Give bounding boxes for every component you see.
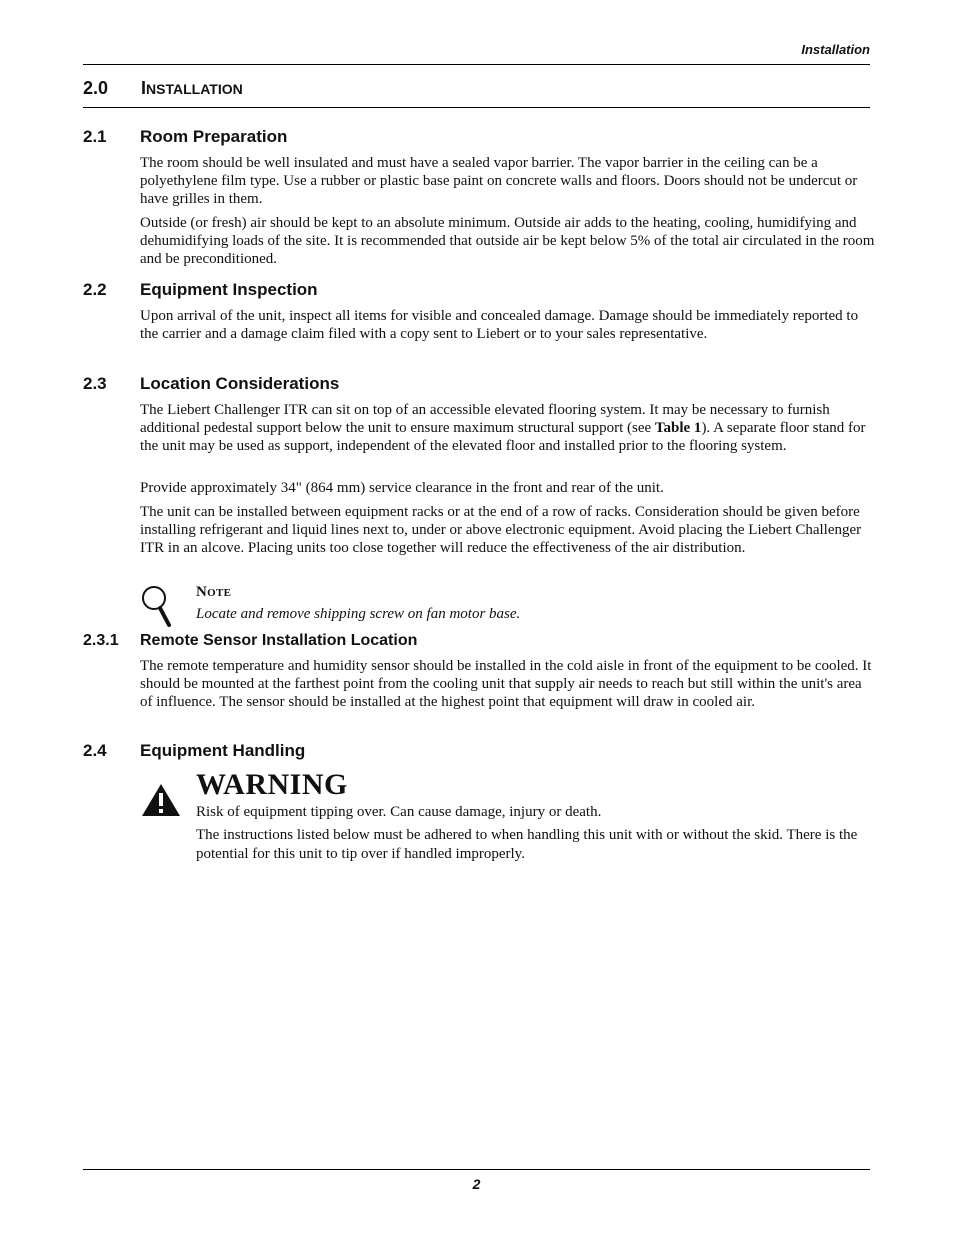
- section-heading-2-3-1: [83, 632, 417, 650]
- section-number: 2.1: [83, 127, 107, 146]
- section-title: Room Preparation: [140, 127, 288, 146]
- section-title: Location Considerations: [140, 374, 340, 393]
- section-title: Equipment Handling: [140, 741, 306, 760]
- magnifier-icon: [140, 585, 174, 627]
- running-header-title: Installation: [801, 42, 870, 57]
- note-text: Locate and remove shipping screw on fan motor base.: [196, 606, 521, 622]
- paragraph-equipment-inspection: Upon arrival of the unit, inspect all items for visible and concealed damage. Damage should be immediately reported to the carrier and a damage claim filed with a copy sent to Liebert or to your sales representative.: [140, 308, 859, 342]
- paragraph-text: The Liebert Challenger ITR can sit on top of an accessible elevated flooring system. It may be necessary to furnish additional pedestal support below the unit to ensure maximum structural support (see: [140, 402, 830, 436]
- section-heading-2-3: [83, 374, 339, 394]
- chapter-title-initial: I: [141, 78, 147, 98]
- paragraph-remote-sensor: The remote temperature and humidity sensor should be installed in the cold aisle in front of the equipment to be cooled. It should be mounted at the farthest point from the cooling unit that supply air needs to reach but still within the unit's area of influence. The sensor should be installed at the highest point that equipment will draw in cooled air.: [140, 658, 872, 710]
- warning-triangle-icon: [140, 782, 182, 818]
- note-label: Note: [196, 584, 232, 600]
- section-number: 2.4: [83, 741, 107, 760]
- section-title: Equipment Inspection: [140, 280, 318, 299]
- page-number: 2: [472, 1176, 481, 1192]
- section-heading-2-4: [83, 741, 305, 761]
- paragraph-location-2: Provide approximately 34" (864 mm) service clearance in the front and rear of the unit.: [140, 480, 664, 496]
- warning-title: WARNING: [196, 768, 348, 801]
- chapter-number: 2.0: [83, 78, 109, 98]
- section-number: 2.3.1: [83, 632, 119, 649]
- paragraph-location-3: The unit can be installed between equipment racks or at the end of a row of racks. Consideration should be given before installing refrigerant and liquid lines next to, under or above electronic equipment. Avoid placing the Liebert Challenger ITR in an alcove. Placing units too close together will reduce the effectiveness of the air distribution.: [140, 504, 862, 556]
- section-heading-2-2: [83, 280, 318, 300]
- paragraph-room-preparation-2: Outside (or fresh) air should be kept to an absolute minimum. Outside air adds to the heating, cooling, humidifying and dehumidifying loads of the site. It is recommended that outside air be kept below 5% of the total air circulated in the room and be preconditioned.: [140, 215, 875, 267]
- paragraph-room-preparation-1: The room should be well insulated and must have a sealed vapor barrier. The vapor barrier in the ceiling can be a polyethylene film type. Use a rubber or plastic base paint on concrete walls and floors. Doors should not be undercut or have grilles in them.: [140, 155, 858, 207]
- section-heading-2-1: [83, 127, 287, 147]
- chapter-title: [83, 78, 870, 108]
- paragraph-text: ). A separate floor stand for the unit may be used as support, independent of the elevated floor and installed prior to the flooring system.: [140, 420, 866, 454]
- warning-text-2: The instructions listed below must be adhered to when handling this unit with or without the skid. There is the potential for this unit to tip over if handled improperly.: [196, 827, 858, 862]
- paragraph-location-1: [140, 401, 875, 455]
- chapter-title-rest: NSTALLATION: [146, 81, 243, 97]
- warning-text-1: Risk of equipment tipping over. Can cause damage, injury or death.: [196, 804, 602, 820]
- section-number: 2.3: [83, 374, 107, 393]
- table-reference-link[interactable]: Table 1: [654, 420, 702, 436]
- footer-rule: [83, 1169, 870, 1170]
- section-title: Remote Sensor Installation Location: [140, 632, 418, 649]
- running-header: [83, 42, 870, 65]
- section-number: 2.2: [83, 280, 107, 299]
